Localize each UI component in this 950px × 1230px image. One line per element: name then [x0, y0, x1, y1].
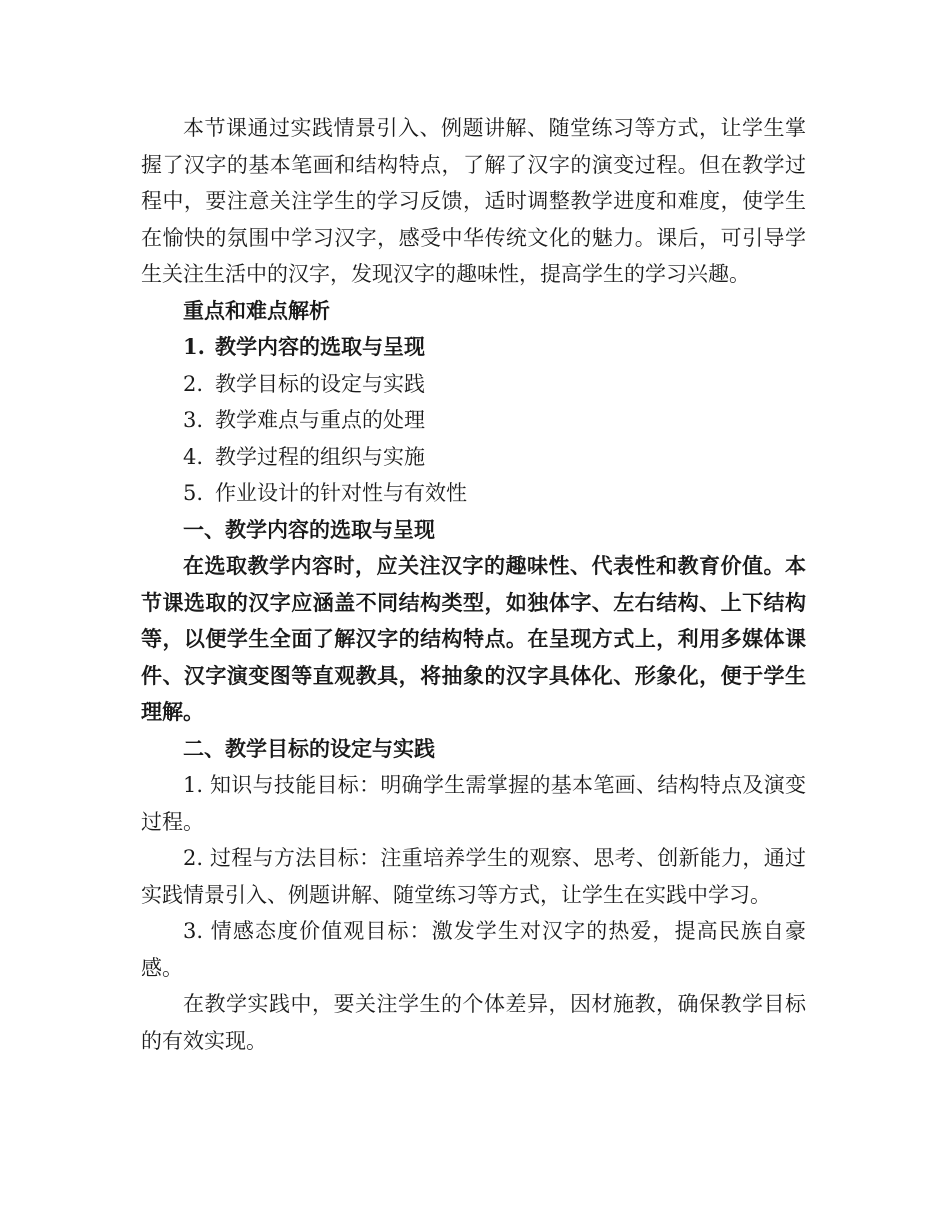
- key-point-number: 1.: [183, 334, 205, 359]
- key-points-list: [141, 329, 806, 512]
- key-point-number: 5.: [183, 481, 204, 505]
- key-point-item: [141, 329, 806, 366]
- key-point-number: 2.: [183, 371, 204, 396]
- key-point-item: [141, 439, 806, 476]
- key-point-text: 教学目标的设定与实践: [215, 371, 425, 396]
- key-point-number: 3.: [183, 408, 204, 432]
- section2-point: 3. 情感态度价值观目标：激发学生对汉字的热爱，提高民族自豪感。: [141, 919, 806, 980]
- section2-heading: 二、教学目标的设定与实践: [183, 735, 435, 761]
- key-point-item: [141, 366, 806, 403]
- section1-heading: 一、教学内容的选取与呈现: [183, 516, 435, 542]
- document-page: [141, 110, 806, 1059]
- intro-paragraph: 本节课通过实践情景引入、例题讲解、随堂练习等方式，让学生掌握了汉字的基本笔画和结构特点，了解了汉字的演变过程。但在教学过程中，要注意关注学生的学习反馈，适时调整教学进度和难度，使学生在愉快的氛围中学习汉字，感受中华传统文化的魅力。课后，可引导学生关注生活中的汉字，发现汉字的趣味性，提高学生的学习兴趣。: [141, 116, 806, 286]
- key-points-heading: 重点和难点解析: [183, 297, 330, 323]
- key-point-text: 教学内容的选取与呈现: [215, 334, 425, 359]
- key-point-text: 作业设计的针对性与有效性: [215, 481, 467, 505]
- section2-point: 1. 知识与技能目标：明确学生需掌握的基本笔画、结构特点及演变过程。: [141, 773, 806, 834]
- section1-body: 在选取教学内容时，应关注汉字的趣味性、代表性和教育价值。本节课选取的汉字应涵盖不同结构类型，如独体字、左右结构、上下结构等，以便学生全面了解汉字的结构特点。在呈现方式上，利用多媒体课件、汉字演变图等直观教具，将抽象的汉字具体化、形象化，便于学生理解。: [141, 553, 806, 724]
- key-point-item: [141, 475, 806, 512]
- key-point-text: 教学过程的组织与实施: [215, 444, 425, 469]
- section2-point: 2. 过程与方法目标：注重培养学生的观察、思考、创新能力，通过实践情景引入、例题讲解、随堂练习等方式，让学生在实践中学习。: [141, 846, 806, 907]
- section2-closing: 在教学实践中，要关注学生的个体差异，因材施教，确保教学目标的有效实现。: [141, 992, 806, 1053]
- key-point-item: [141, 402, 806, 439]
- key-point-number: 4.: [183, 444, 204, 469]
- key-point-text: 教学难点与重点的处理: [215, 408, 425, 432]
